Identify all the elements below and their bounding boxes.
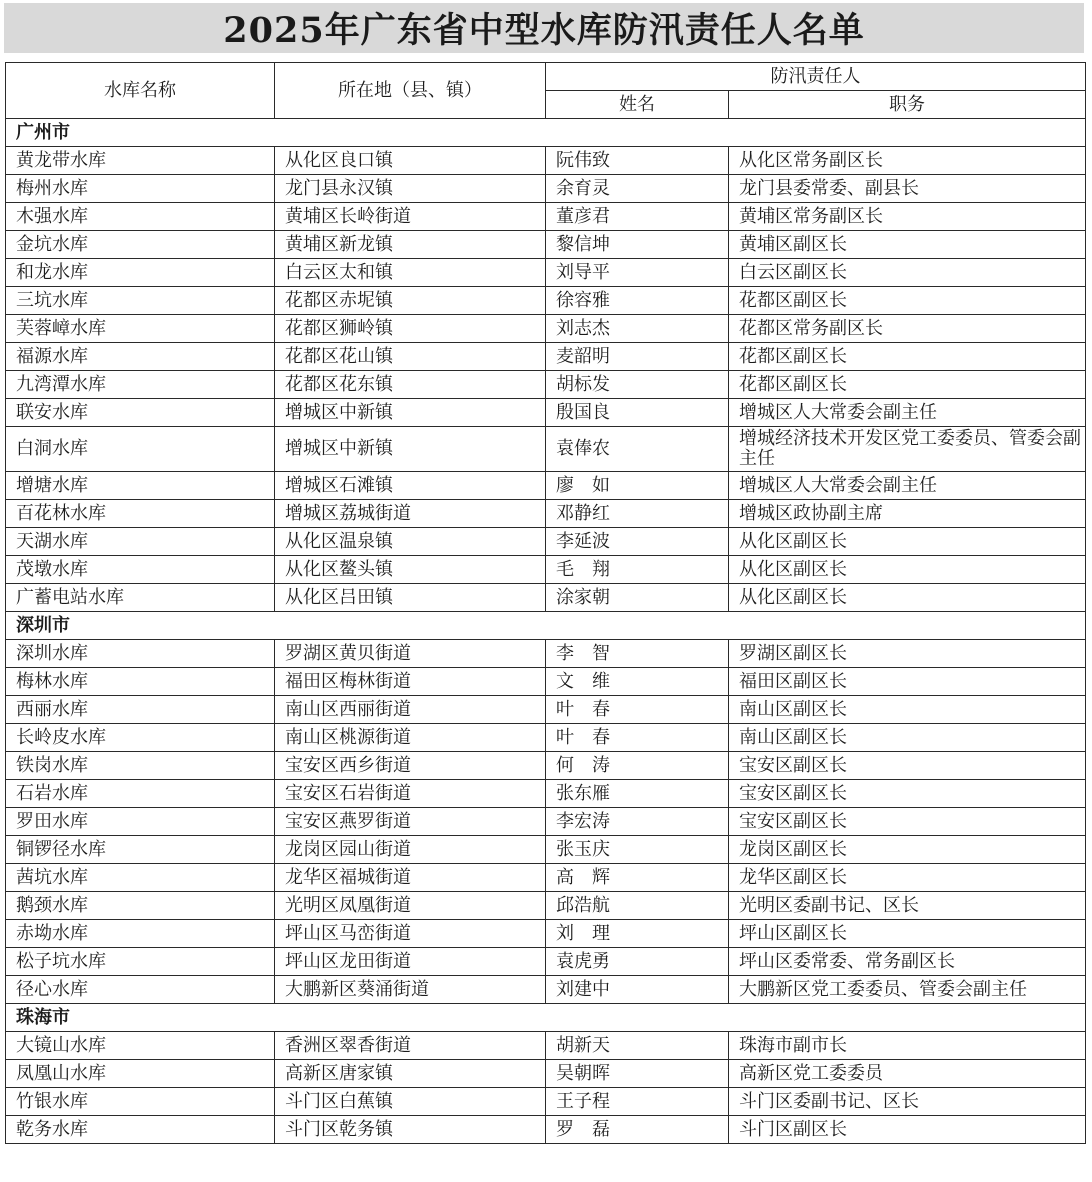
position-cell: 增城区人大常委会副主任 bbox=[729, 399, 1086, 427]
reservoir-name-cell: 茂墩水库 bbox=[6, 556, 275, 584]
location-cell: 从化区鳌头镇 bbox=[275, 556, 546, 584]
position-cell: 从化区常务副区长 bbox=[729, 147, 1086, 175]
position-cell: 增城区政协副主席 bbox=[729, 500, 1086, 528]
position-cell: 大鹏新区党工委委员、管委会副主任 bbox=[729, 976, 1086, 1004]
reservoir-name-cell: 金坑水库 bbox=[6, 231, 275, 259]
table-row bbox=[6, 500, 1086, 528]
person-name-cell: 吴朝晖 bbox=[546, 1060, 729, 1088]
position-cell: 从化区副区长 bbox=[729, 584, 1086, 612]
table-row bbox=[6, 343, 1086, 371]
position-cell: 宝安区副区长 bbox=[729, 808, 1086, 836]
table-row bbox=[6, 371, 1086, 399]
table-row bbox=[6, 808, 1086, 836]
person-name-cell: 李延波 bbox=[546, 528, 729, 556]
person-name-cell: 文 维 bbox=[546, 668, 729, 696]
location-cell: 斗门区乾务镇 bbox=[275, 1116, 546, 1144]
city-section-row bbox=[6, 612, 1086, 640]
position-cell: 光明区委副书记、区长 bbox=[729, 892, 1086, 920]
location-cell: 从化区良口镇 bbox=[275, 147, 546, 175]
reservoir-name-cell: 石岩水库 bbox=[6, 780, 275, 808]
position-cell: 龙门县委常委、副县长 bbox=[729, 175, 1086, 203]
location-cell: 白云区太和镇 bbox=[275, 259, 546, 287]
person-name-cell: 胡标发 bbox=[546, 371, 729, 399]
location-cell: 福田区梅林街道 bbox=[275, 668, 546, 696]
person-name-cell: 毛 翔 bbox=[546, 556, 729, 584]
reservoir-name-cell: 增塘水库 bbox=[6, 472, 275, 500]
person-name-cell: 刘导平 bbox=[546, 259, 729, 287]
position-cell: 花都区常务副区长 bbox=[729, 315, 1086, 343]
position-cell: 罗湖区副区长 bbox=[729, 640, 1086, 668]
page-title: 2025年广东省中型水库防汛责任人名单 bbox=[223, 10, 865, 51]
person-name-cell: 袁俸农 bbox=[546, 427, 729, 472]
position-cell: 坪山区副区长 bbox=[729, 920, 1086, 948]
table-row bbox=[6, 584, 1086, 612]
table-body bbox=[6, 119, 1086, 1144]
table-row bbox=[6, 259, 1086, 287]
location-cell: 龙华区福城街道 bbox=[275, 864, 546, 892]
person-name-cell: 邓静红 bbox=[546, 500, 729, 528]
location-cell: 花都区花东镇 bbox=[275, 371, 546, 399]
reservoir-name-cell: 铁岗水库 bbox=[6, 752, 275, 780]
position-cell: 白云区副区长 bbox=[729, 259, 1086, 287]
position-cell: 从化区副区长 bbox=[729, 556, 1086, 584]
table-row bbox=[6, 640, 1086, 668]
location-cell: 南山区西丽街道 bbox=[275, 696, 546, 724]
table-row bbox=[6, 203, 1086, 231]
table-row bbox=[6, 231, 1086, 259]
person-name-cell: 刘 理 bbox=[546, 920, 729, 948]
reservoir-name-cell: 梅林水库 bbox=[6, 668, 275, 696]
position-cell: 南山区副区长 bbox=[729, 724, 1086, 752]
location-cell: 增城区中新镇 bbox=[275, 427, 546, 472]
table-row bbox=[6, 948, 1086, 976]
reservoir-name-cell: 深圳水库 bbox=[6, 640, 275, 668]
table-row bbox=[6, 528, 1086, 556]
reservoir-name-cell: 凤凰山水库 bbox=[6, 1060, 275, 1088]
table-row bbox=[6, 724, 1086, 752]
position-cell: 花都区副区长 bbox=[729, 287, 1086, 315]
location-cell: 坪山区马峦街道 bbox=[275, 920, 546, 948]
title-banner bbox=[4, 3, 1084, 53]
location-cell: 宝安区燕罗街道 bbox=[275, 808, 546, 836]
city-name: 珠海市 bbox=[6, 1004, 1086, 1032]
location-cell: 从化区吕田镇 bbox=[275, 584, 546, 612]
reservoir-name-cell: 白洞水库 bbox=[6, 427, 275, 472]
reservoir-name-cell: 赤坳水库 bbox=[6, 920, 275, 948]
reservoir-name-cell: 联安水库 bbox=[6, 399, 275, 427]
location-cell: 增城区石滩镇 bbox=[275, 472, 546, 500]
person-name-cell: 李宏涛 bbox=[546, 808, 729, 836]
person-name-cell: 李 智 bbox=[546, 640, 729, 668]
position-cell: 从化区副区长 bbox=[729, 528, 1086, 556]
table-row bbox=[6, 175, 1086, 203]
city-section-row bbox=[6, 1004, 1086, 1032]
table-row bbox=[6, 920, 1086, 948]
location-cell: 南山区桃源街道 bbox=[275, 724, 546, 752]
location-cell: 花都区狮岭镇 bbox=[275, 315, 546, 343]
location-cell: 龙门县永汉镇 bbox=[275, 175, 546, 203]
header-location: 所在地（县、镇） bbox=[275, 63, 546, 119]
position-cell: 黄埔区常务副区长 bbox=[729, 203, 1086, 231]
table-row bbox=[6, 780, 1086, 808]
reservoir-responsibility-table bbox=[5, 62, 1086, 1144]
position-cell: 珠海市副市长 bbox=[729, 1032, 1086, 1060]
table-row bbox=[6, 976, 1086, 1004]
table-row bbox=[6, 1116, 1086, 1144]
table-row bbox=[6, 472, 1086, 500]
reservoir-name-cell: 九湾潭水库 bbox=[6, 371, 275, 399]
reservoir-name-cell: 广蓄电站水库 bbox=[6, 584, 275, 612]
reservoir-name-cell: 百花林水库 bbox=[6, 500, 275, 528]
city-name: 深圳市 bbox=[6, 612, 1086, 640]
reservoir-name-cell: 和龙水库 bbox=[6, 259, 275, 287]
table-row bbox=[6, 399, 1086, 427]
person-name-cell: 何 涛 bbox=[546, 752, 729, 780]
person-name-cell: 董彦君 bbox=[546, 203, 729, 231]
location-cell: 增城区中新镇 bbox=[275, 399, 546, 427]
table-row bbox=[6, 1032, 1086, 1060]
table-row bbox=[6, 287, 1086, 315]
person-name-cell: 袁虎勇 bbox=[546, 948, 729, 976]
person-name-cell: 阮伟致 bbox=[546, 147, 729, 175]
position-cell: 花都区副区长 bbox=[729, 371, 1086, 399]
table-row bbox=[6, 864, 1086, 892]
location-cell: 坪山区龙田街道 bbox=[275, 948, 546, 976]
position-cell: 增城经济技术开发区党工委委员、管委会副主任 bbox=[729, 427, 1086, 472]
location-cell: 光明区凤凰街道 bbox=[275, 892, 546, 920]
person-name-cell: 高 辉 bbox=[546, 864, 729, 892]
location-cell: 黄埔区长岭街道 bbox=[275, 203, 546, 231]
reservoir-name-cell: 福源水库 bbox=[6, 343, 275, 371]
location-cell: 花都区赤坭镇 bbox=[275, 287, 546, 315]
position-cell: 宝安区副区长 bbox=[729, 780, 1086, 808]
reservoir-name-cell: 大镜山水库 bbox=[6, 1032, 275, 1060]
reservoir-name-cell: 天湖水库 bbox=[6, 528, 275, 556]
location-cell: 高新区唐家镇 bbox=[275, 1060, 546, 1088]
reservoir-name-cell: 竹银水库 bbox=[6, 1088, 275, 1116]
reservoir-name-cell: 乾务水库 bbox=[6, 1116, 275, 1144]
person-name-cell: 邱浩航 bbox=[546, 892, 729, 920]
table-row bbox=[6, 315, 1086, 343]
person-name-cell: 黎信坤 bbox=[546, 231, 729, 259]
location-cell: 龙岗区园山街道 bbox=[275, 836, 546, 864]
person-name-cell: 麦韶明 bbox=[546, 343, 729, 371]
reservoir-name-cell: 芙蓉嶂水库 bbox=[6, 315, 275, 343]
location-cell: 大鹏新区葵涌街道 bbox=[275, 976, 546, 1004]
person-name-cell: 张玉庆 bbox=[546, 836, 729, 864]
table-row bbox=[6, 427, 1086, 472]
header-responsible: 防汛责任人 bbox=[546, 63, 1086, 91]
reservoir-name-cell: 三坑水库 bbox=[6, 287, 275, 315]
person-name-cell: 涂家朝 bbox=[546, 584, 729, 612]
reservoir-name-cell: 鹅颈水库 bbox=[6, 892, 275, 920]
person-name-cell: 殷国良 bbox=[546, 399, 729, 427]
location-cell: 香洲区翠香街道 bbox=[275, 1032, 546, 1060]
position-cell: 龙华区副区长 bbox=[729, 864, 1086, 892]
table-row bbox=[6, 696, 1086, 724]
position-cell: 花都区副区长 bbox=[729, 343, 1086, 371]
position-cell: 黄埔区副区长 bbox=[729, 231, 1086, 259]
reservoir-name-cell: 西丽水库 bbox=[6, 696, 275, 724]
table-row bbox=[6, 1088, 1086, 1116]
city-name: 广州市 bbox=[6, 119, 1086, 147]
person-name-cell: 罗 磊 bbox=[546, 1116, 729, 1144]
position-cell: 增城区人大常委会副主任 bbox=[729, 472, 1086, 500]
table-row bbox=[6, 752, 1086, 780]
location-cell: 黄埔区新龙镇 bbox=[275, 231, 546, 259]
location-cell: 花都区花山镇 bbox=[275, 343, 546, 371]
reservoir-name-cell: 黄龙带水库 bbox=[6, 147, 275, 175]
location-cell: 从化区温泉镇 bbox=[275, 528, 546, 556]
table-header bbox=[6, 63, 1086, 119]
reservoir-name-cell: 梅州水库 bbox=[6, 175, 275, 203]
header-position: 职务 bbox=[729, 91, 1086, 119]
person-name-cell: 张东雁 bbox=[546, 780, 729, 808]
person-name-cell: 叶 春 bbox=[546, 696, 729, 724]
position-cell: 高新区党工委委员 bbox=[729, 1060, 1086, 1088]
reservoir-name-cell: 铜锣径水库 bbox=[6, 836, 275, 864]
person-name-cell: 余育灵 bbox=[546, 175, 729, 203]
reservoir-name-cell: 长岭皮水库 bbox=[6, 724, 275, 752]
location-cell: 罗湖区黄贝街道 bbox=[275, 640, 546, 668]
table-row bbox=[6, 668, 1086, 696]
reservoir-name-cell: 径心水库 bbox=[6, 976, 275, 1004]
location-cell: 宝安区石岩街道 bbox=[275, 780, 546, 808]
reservoir-name-cell: 罗田水库 bbox=[6, 808, 275, 836]
reservoir-name-cell: 木强水库 bbox=[6, 203, 275, 231]
location-cell: 斗门区白蕉镇 bbox=[275, 1088, 546, 1116]
position-cell: 福田区副区长 bbox=[729, 668, 1086, 696]
person-name-cell: 刘志杰 bbox=[546, 315, 729, 343]
position-cell: 龙岗区副区长 bbox=[729, 836, 1086, 864]
position-cell: 斗门区副区长 bbox=[729, 1116, 1086, 1144]
person-name-cell: 王子程 bbox=[546, 1088, 729, 1116]
header-name: 姓名 bbox=[546, 91, 729, 119]
location-cell: 宝安区西乡街道 bbox=[275, 752, 546, 780]
table-row bbox=[6, 836, 1086, 864]
position-cell: 坪山区委常委、常务副区长 bbox=[729, 948, 1086, 976]
position-cell: 南山区副区长 bbox=[729, 696, 1086, 724]
table-row bbox=[6, 147, 1086, 175]
person-name-cell: 廖 如 bbox=[546, 472, 729, 500]
person-name-cell: 胡新天 bbox=[546, 1032, 729, 1060]
table-row bbox=[6, 1060, 1086, 1088]
reservoir-name-cell: 茜坑水库 bbox=[6, 864, 275, 892]
city-section-row bbox=[6, 119, 1086, 147]
header-reservoir: 水库名称 bbox=[6, 63, 275, 119]
table-row bbox=[6, 556, 1086, 584]
position-cell: 斗门区委副书记、区长 bbox=[729, 1088, 1086, 1116]
table-row bbox=[6, 892, 1086, 920]
person-name-cell: 叶 春 bbox=[546, 724, 729, 752]
person-name-cell: 徐容雅 bbox=[546, 287, 729, 315]
reservoir-name-cell: 松子坑水库 bbox=[6, 948, 275, 976]
position-cell: 宝安区副区长 bbox=[729, 752, 1086, 780]
location-cell: 增城区荔城街道 bbox=[275, 500, 546, 528]
person-name-cell: 刘建中 bbox=[546, 976, 729, 1004]
